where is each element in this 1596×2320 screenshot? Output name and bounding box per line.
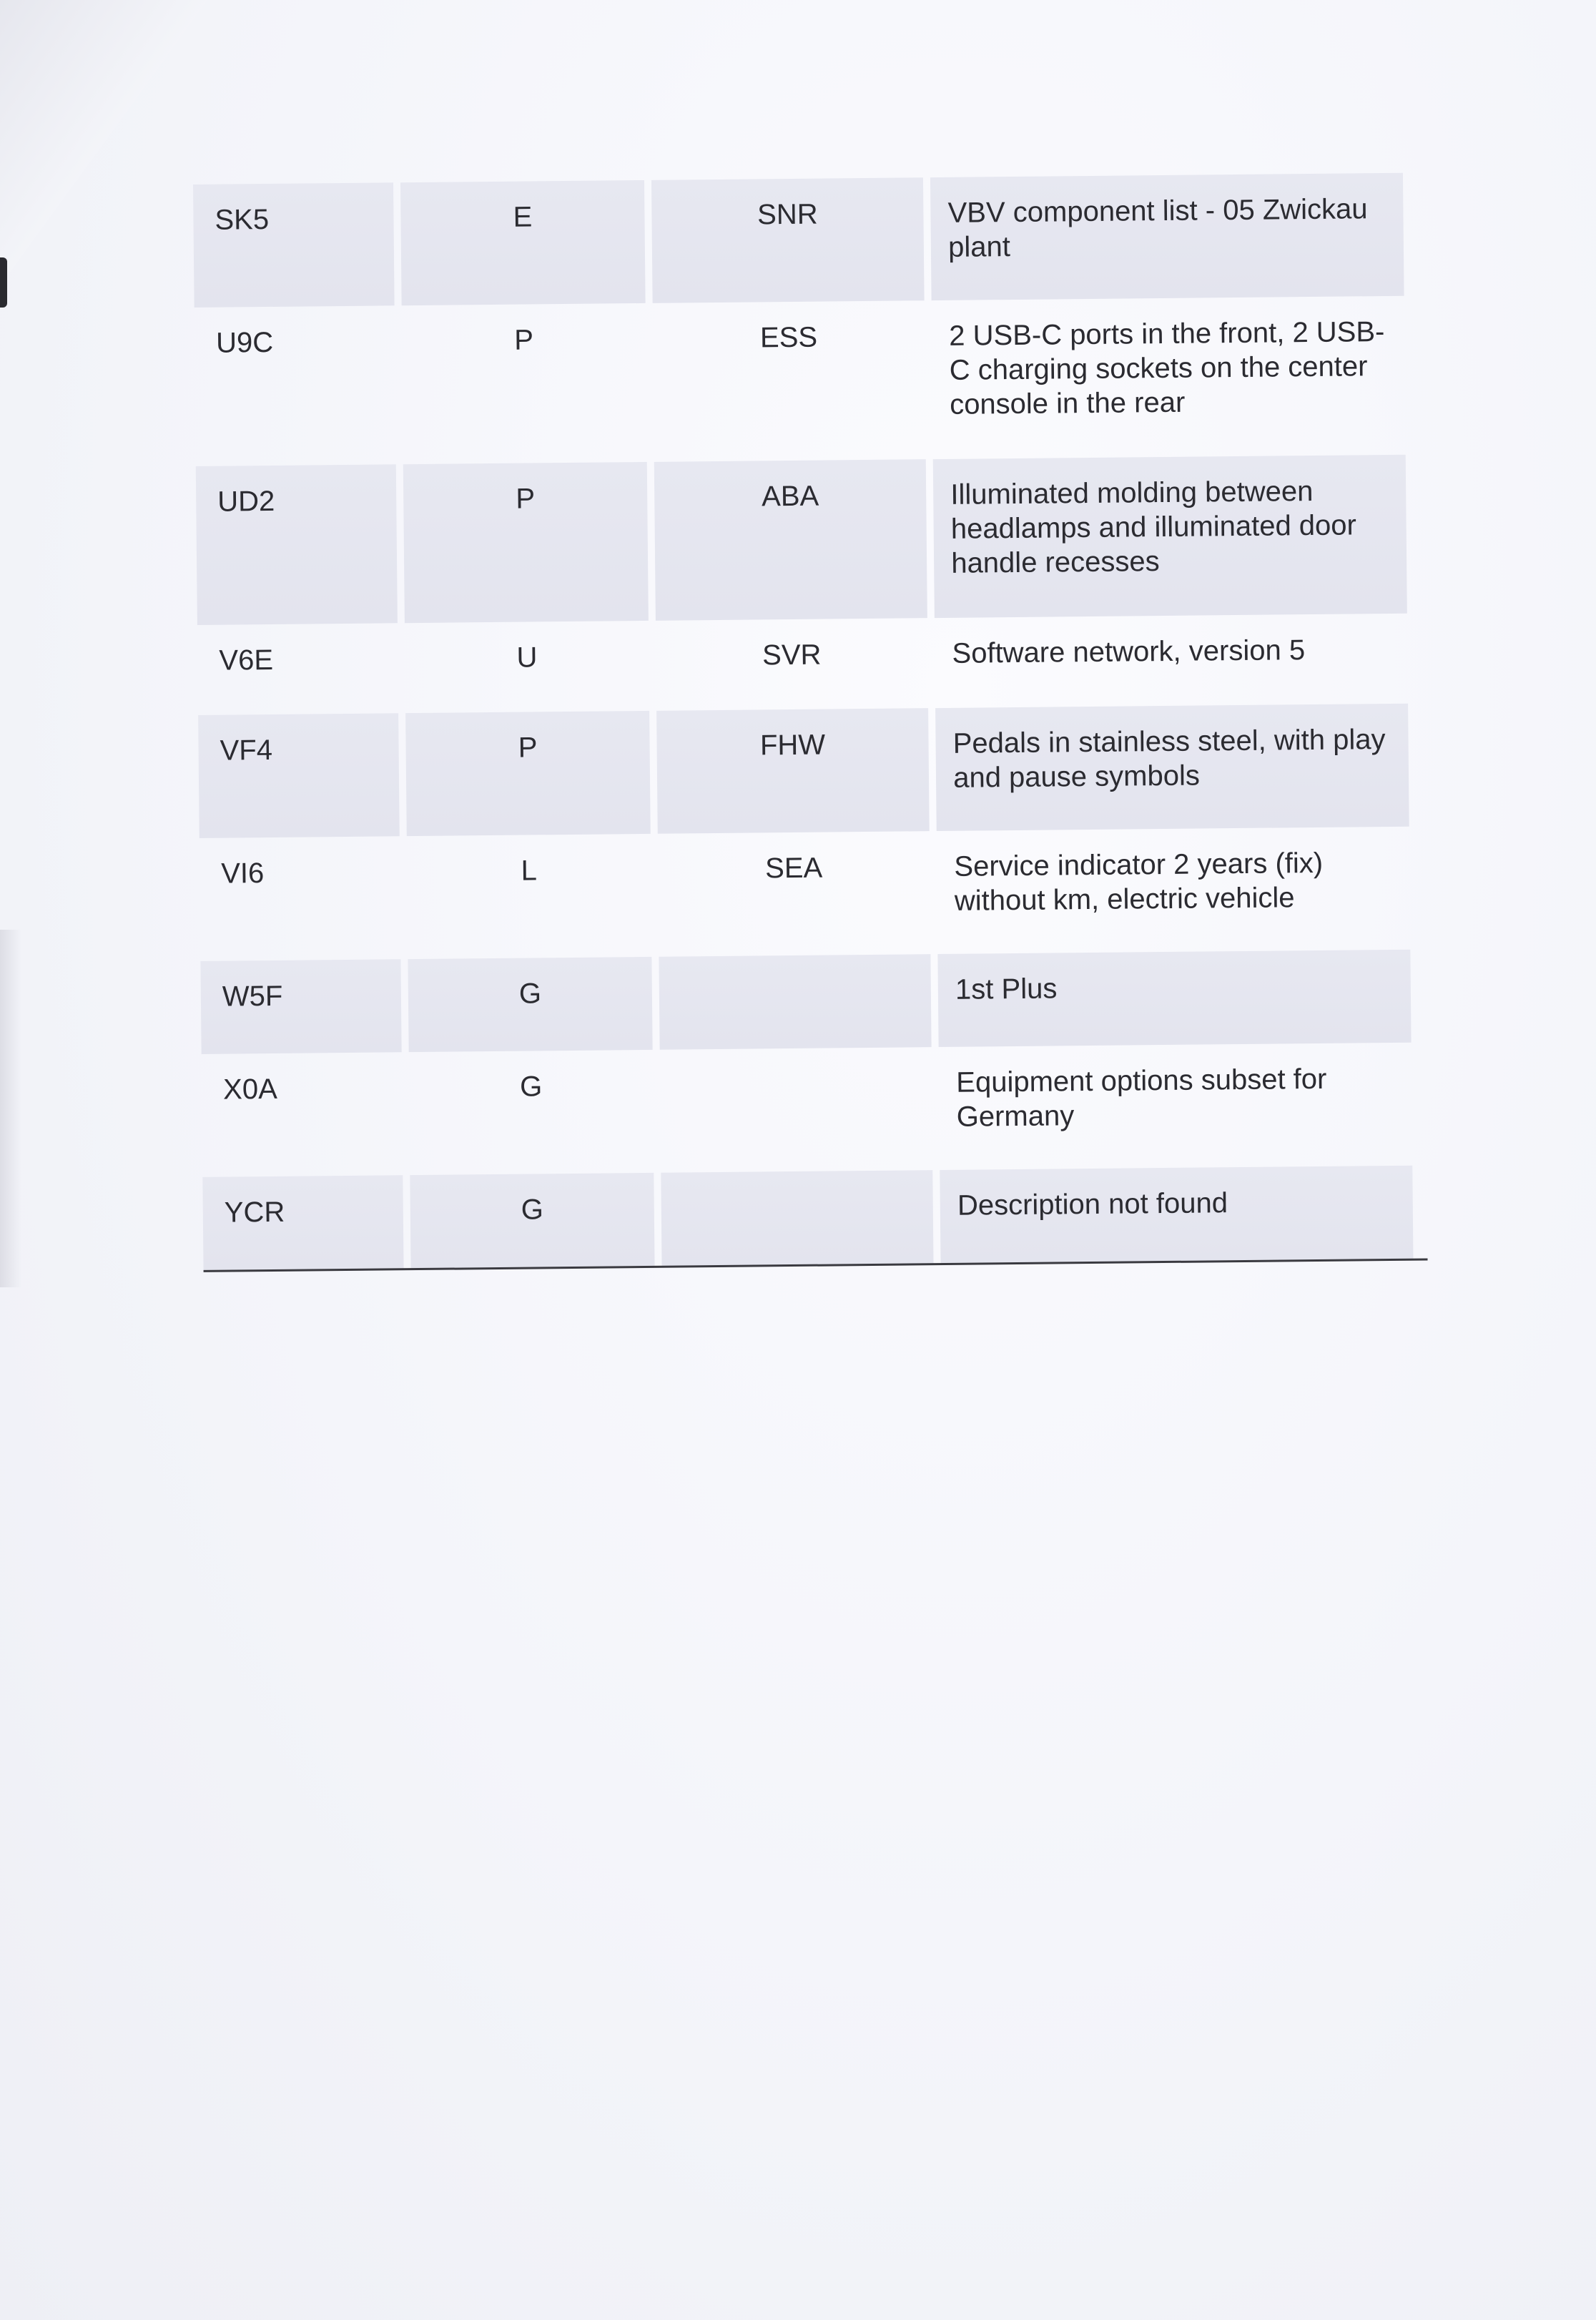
option-code: V6E: [219, 644, 274, 677]
table-row: [194, 296, 1406, 466]
option-code: VI6: [221, 857, 265, 890]
option-type: E: [400, 180, 645, 305]
table-row: [202, 1043, 1413, 1177]
option-type: G: [519, 1071, 543, 1103]
option-description: Description not found: [940, 1166, 1413, 1263]
table-row: [202, 1166, 1413, 1270]
option-type: P: [514, 324, 534, 356]
option-code: U9C: [215, 326, 274, 359]
option-code: YCR: [202, 1175, 404, 1270]
option-code: W5F: [200, 959, 402, 1054]
option-type: P: [405, 711, 650, 836]
page-left-shadow: [0, 930, 21, 1287]
option-description: Pedals in stainless steel, with play and pause symbols: [935, 704, 1409, 831]
table-row: [198, 704, 1409, 838]
table-row: [193, 173, 1404, 308]
option-description: 1st Plus: [938, 950, 1412, 1047]
option-description: VBV component list - 05 Zwickau plant: [930, 173, 1404, 300]
table-row: [197, 614, 1408, 715]
option-type: P: [403, 462, 649, 623]
option-type: L: [521, 855, 538, 887]
option-code: SK5: [193, 182, 395, 308]
option-description: Equipment options subset for Germany: [956, 1063, 1327, 1133]
option-description: 2 USB-C ports in the front, 2 USB-C charging sockets on the center console in the rear: [949, 316, 1385, 421]
option-type: U: [516, 642, 538, 674]
options-table: [186, 173, 1420, 1270]
page-edge-shadow: [0, 257, 7, 308]
option-type: G: [408, 957, 653, 1052]
option-type: G: [410, 1173, 655, 1268]
option-family: [659, 1047, 932, 1173]
table-row: [200, 827, 1411, 961]
option-family: [661, 1170, 934, 1266]
table-row: [200, 950, 1411, 1054]
option-description: Illuminated molding between headlamps and illuminated door handle recesses: [933, 455, 1407, 618]
options-table-container: [193, 173, 1428, 1272]
option-code: VF4: [198, 713, 400, 838]
option-family: [659, 954, 932, 1050]
option-description: Service indicator 2 years (fix) without km, electric vehicle: [954, 847, 1324, 917]
option-family: ESS: [759, 321, 818, 354]
option-family: SNR: [651, 177, 925, 303]
option-code: UD2: [196, 464, 398, 625]
option-family: ABA: [654, 459, 927, 621]
option-code: X0A: [222, 1073, 277, 1106]
option-description: Software network, version 5: [952, 634, 1306, 669]
option-family: SVR: [762, 639, 822, 672]
table-row: [196, 455, 1407, 625]
option-family: SEA: [764, 852, 823, 885]
option-family: FHW: [656, 708, 930, 834]
